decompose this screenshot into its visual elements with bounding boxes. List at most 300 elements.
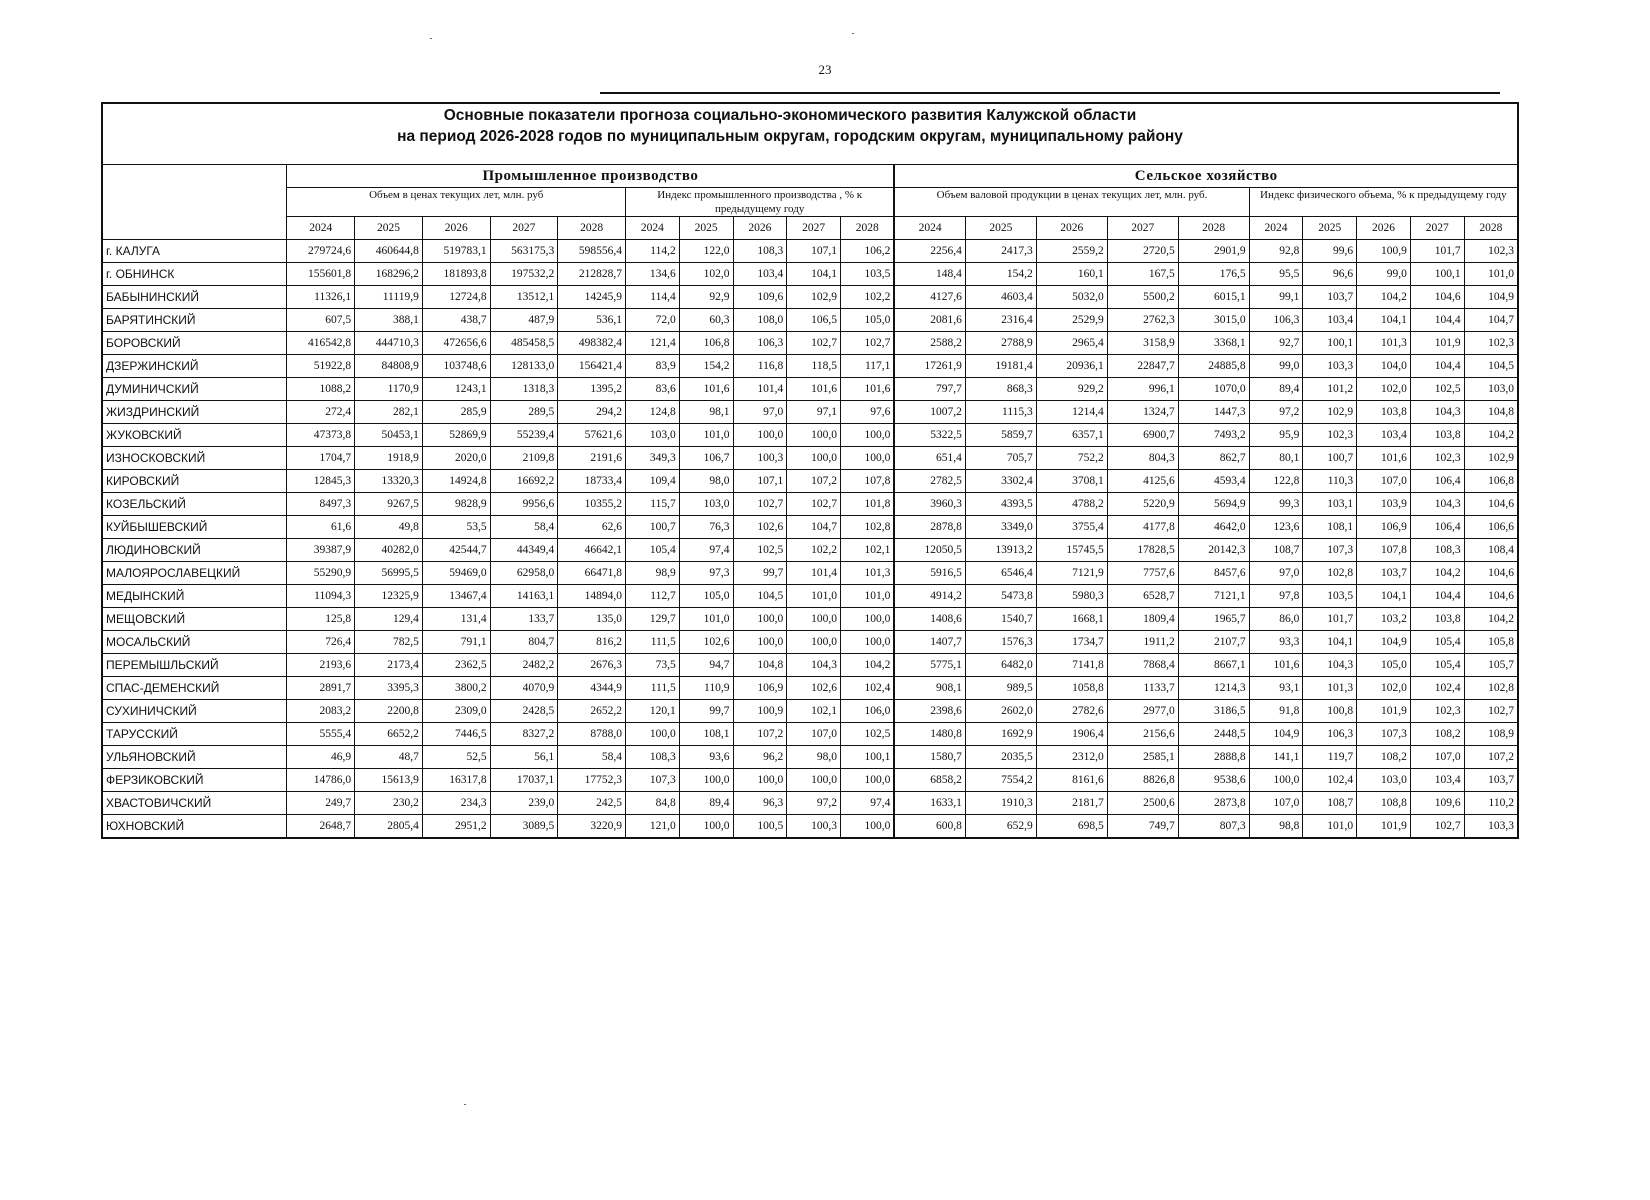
value-cell: 61,6 xyxy=(287,516,355,539)
value-cell: 104,2 xyxy=(1410,562,1464,585)
year-header: 2028 xyxy=(841,217,895,240)
value-cell: 7868,4 xyxy=(1107,654,1178,677)
table-row xyxy=(102,516,1518,539)
value-cell: 98,1 xyxy=(679,401,733,424)
value-cell: 103,4 xyxy=(1410,769,1464,792)
value-cell: 115,7 xyxy=(626,493,680,516)
value-cell: 103,4 xyxy=(1303,309,1357,332)
value-cell: 108,0 xyxy=(733,309,787,332)
value-cell: 13467,4 xyxy=(422,585,490,608)
value-cell: 76,3 xyxy=(679,516,733,539)
municipality-name: ФЕРЗИКОВСКИЙ xyxy=(102,769,287,792)
value-cell: 1447,3 xyxy=(1178,401,1249,424)
value-cell: 102,4 xyxy=(1410,677,1464,700)
value-cell: 100,0 xyxy=(787,608,841,631)
table-row xyxy=(102,723,1518,746)
municipality-name: БАБЫНИНСКИЙ xyxy=(102,286,287,309)
year-header: 2028 xyxy=(558,217,626,240)
value-cell: 103,5 xyxy=(841,263,895,286)
value-cell: 2788,9 xyxy=(965,332,1036,355)
value-cell: 1070,0 xyxy=(1178,378,1249,401)
value-cell: 2256,4 xyxy=(894,240,965,263)
value-cell: 114,2 xyxy=(626,240,680,263)
value-cell: 135,0 xyxy=(558,608,626,631)
value-cell: 102,7 xyxy=(787,332,841,355)
value-cell: 101,3 xyxy=(1357,332,1411,355)
value-cell: 20936,1 xyxy=(1036,355,1107,378)
value-cell: 102,8 xyxy=(841,516,895,539)
year-header: 2026 xyxy=(1357,217,1411,240)
value-cell: 111,5 xyxy=(626,677,680,700)
value-cell: 17828,5 xyxy=(1107,539,1178,562)
value-cell: 5555,4 xyxy=(287,723,355,746)
value-cell: 20142,3 xyxy=(1178,539,1249,562)
value-cell: 1133,7 xyxy=(1107,677,1178,700)
value-cell: 97,4 xyxy=(679,539,733,562)
value-cell: 106,0 xyxy=(841,700,895,723)
value-cell: 349,3 xyxy=(626,447,680,470)
value-cell: 2500,6 xyxy=(1107,792,1178,815)
value-cell: 122,8 xyxy=(1249,470,1303,493)
value-cell: 1540,7 xyxy=(965,608,1036,631)
value-cell: 100,9 xyxy=(1357,240,1411,263)
value-cell: 101,4 xyxy=(733,378,787,401)
municipality-name: УЛЬЯНОВСКИЙ xyxy=(102,746,287,769)
value-cell: 16692,2 xyxy=(490,470,558,493)
report-title xyxy=(101,102,1519,164)
value-cell: 108,3 xyxy=(1410,539,1464,562)
municipality-name: ИЗНОСКОВСКИЙ xyxy=(102,447,287,470)
value-cell: 106,9 xyxy=(733,677,787,700)
value-cell: 129,7 xyxy=(626,608,680,631)
value-cell: 103748,6 xyxy=(422,355,490,378)
value-cell: 1214,3 xyxy=(1178,677,1249,700)
value-cell: 3800,2 xyxy=(422,677,490,700)
value-cell: 106,6 xyxy=(1464,516,1518,539)
value-cell: 5220,9 xyxy=(1107,493,1178,516)
value-cell: 131,4 xyxy=(422,608,490,631)
value-cell: 2648,7 xyxy=(287,815,355,838)
table-row xyxy=(102,424,1518,447)
year-header: 2025 xyxy=(679,217,733,240)
value-cell: 8327,2 xyxy=(490,723,558,746)
value-cell: 101,7 xyxy=(1410,240,1464,263)
value-cell: 807,3 xyxy=(1178,815,1249,838)
value-cell: 5859,7 xyxy=(965,424,1036,447)
table-row xyxy=(102,470,1518,493)
value-cell: 104,3 xyxy=(787,654,841,677)
value-cell: 102,2 xyxy=(787,539,841,562)
value-cell: 1007,2 xyxy=(894,401,965,424)
value-cell: 294,2 xyxy=(558,401,626,424)
value-cell: 92,9 xyxy=(679,286,733,309)
year-header: 2025 xyxy=(1303,217,1357,240)
value-cell: 3708,1 xyxy=(1036,470,1107,493)
value-cell: 600,8 xyxy=(894,815,965,838)
value-cell: 2873,8 xyxy=(1178,792,1249,815)
value-cell: 99,7 xyxy=(733,562,787,585)
value-cell: 97,8 xyxy=(1249,585,1303,608)
value-cell: 104,6 xyxy=(1464,562,1518,585)
value-cell: 100,7 xyxy=(1303,447,1357,470)
value-cell: 1243,1 xyxy=(422,378,490,401)
value-cell: 108,4 xyxy=(1464,539,1518,562)
value-cell: 48,7 xyxy=(355,746,423,769)
value-cell: 104,7 xyxy=(787,516,841,539)
title-line-2: на период 2026-2028 годов по муниципальным округам, городским округам, муниципальному району xyxy=(397,128,1183,145)
year-header: 2024 xyxy=(1249,217,1303,240)
value-cell: 9267,5 xyxy=(355,493,423,516)
value-cell: 104,6 xyxy=(1410,286,1464,309)
value-cell: 100,0 xyxy=(787,631,841,654)
table-row xyxy=(102,792,1518,815)
value-cell: 167,5 xyxy=(1107,263,1178,286)
value-cell: 11094,3 xyxy=(287,585,355,608)
value-cell: 6900,7 xyxy=(1107,424,1178,447)
value-cell: 9538,6 xyxy=(1178,769,1249,792)
subheader-industry-volume: Объем в ценах текущих лет, млн. руб xyxy=(287,188,626,217)
value-cell: 56995,5 xyxy=(355,562,423,585)
value-cell: 100,0 xyxy=(679,815,733,838)
value-cell: 234,3 xyxy=(422,792,490,815)
value-cell: 93,6 xyxy=(679,746,733,769)
value-cell: 3395,3 xyxy=(355,677,423,700)
value-cell: 2181,7 xyxy=(1036,792,1107,815)
value-cell: 2559,2 xyxy=(1036,240,1107,263)
value-cell: 50453,1 xyxy=(355,424,423,447)
year-header: 2028 xyxy=(1464,217,1518,240)
value-cell: 6546,4 xyxy=(965,562,1036,585)
value-cell: 460644,8 xyxy=(355,240,423,263)
municipality-name: ДЗЕРЖИНСКИЙ xyxy=(102,355,287,378)
value-cell: 99,1 xyxy=(1249,286,1303,309)
value-cell: 106,3 xyxy=(1249,309,1303,332)
value-cell: 102,7 xyxy=(1464,700,1518,723)
value-cell: 97,2 xyxy=(787,792,841,815)
table-row xyxy=(102,608,1518,631)
value-cell: 816,2 xyxy=(558,631,626,654)
value-cell: 107,1 xyxy=(733,470,787,493)
value-cell: 101,6 xyxy=(1357,447,1411,470)
value-cell: 107,0 xyxy=(787,723,841,746)
value-cell: 197532,2 xyxy=(490,263,558,286)
value-cell: 106,5 xyxy=(787,309,841,332)
value-cell: 2782,6 xyxy=(1036,700,1107,723)
value-cell: 104,2 xyxy=(841,654,895,677)
value-cell: 230,2 xyxy=(355,792,423,815)
value-cell: 100,9 xyxy=(733,700,787,723)
year-header: 2027 xyxy=(490,217,558,240)
municipality-name: БАРЯТИНСКИЙ xyxy=(102,309,287,332)
value-cell: 8497,3 xyxy=(287,493,355,516)
value-cell: 114,4 xyxy=(626,286,680,309)
page-number: 23 xyxy=(818,62,832,77)
value-cell: 106,8 xyxy=(1464,470,1518,493)
value-cell: 105,8 xyxy=(1464,631,1518,654)
value-cell: 107,2 xyxy=(733,723,787,746)
value-cell: 444710,3 xyxy=(355,332,423,355)
value-cell: 472656,6 xyxy=(422,332,490,355)
title-line-1: Основные показатели прогноза социально-экономического развития Калужской области xyxy=(443,107,1137,124)
value-cell: 125,8 xyxy=(287,608,355,631)
value-cell: 102,5 xyxy=(733,539,787,562)
report-table xyxy=(101,102,1519,839)
value-cell: 5500,2 xyxy=(1107,286,1178,309)
value-cell: 100,8 xyxy=(1303,700,1357,723)
value-cell: 122,0 xyxy=(679,240,733,263)
year-header: 2028 xyxy=(1178,217,1249,240)
value-cell: 4393,5 xyxy=(965,493,1036,516)
value-cell: 101,8 xyxy=(841,493,895,516)
value-cell: 7141,8 xyxy=(1036,654,1107,677)
value-cell: 908,1 xyxy=(894,677,965,700)
value-cell: 1480,8 xyxy=(894,723,965,746)
value-cell: 2156,6 xyxy=(1107,723,1178,746)
value-cell: 108,7 xyxy=(1303,792,1357,815)
table-row xyxy=(102,539,1518,562)
value-cell: 1734,7 xyxy=(1036,631,1107,654)
value-cell: 100,7 xyxy=(626,516,680,539)
value-cell: 93,1 xyxy=(1249,677,1303,700)
value-cell: 9956,6 xyxy=(490,493,558,516)
value-cell: 8457,6 xyxy=(1178,562,1249,585)
value-cell: 272,4 xyxy=(287,401,355,424)
value-cell: 60,3 xyxy=(679,309,733,332)
value-cell: 97,0 xyxy=(733,401,787,424)
value-cell: 110,3 xyxy=(1303,470,1357,493)
value-cell: 7493,2 xyxy=(1178,424,1249,447)
value-cell: 116,8 xyxy=(733,355,787,378)
value-cell: 13320,3 xyxy=(355,470,423,493)
value-cell: 107,8 xyxy=(1357,539,1411,562)
value-cell: 2762,3 xyxy=(1107,309,1178,332)
value-cell: 104,3 xyxy=(1410,493,1464,516)
value-cell: 91,8 xyxy=(1249,700,1303,723)
value-cell: 2901,9 xyxy=(1178,240,1249,263)
value-cell: 104,3 xyxy=(1303,654,1357,677)
value-cell: 102,6 xyxy=(679,631,733,654)
value-cell: 104,3 xyxy=(1410,401,1464,424)
table-row xyxy=(102,585,1518,608)
value-cell: 89,4 xyxy=(679,792,733,815)
value-cell: 752,2 xyxy=(1036,447,1107,470)
value-cell: 107,3 xyxy=(626,769,680,792)
value-cell: 14245,9 xyxy=(558,286,626,309)
year-header: 2024 xyxy=(894,217,965,240)
table-row xyxy=(102,378,1518,401)
value-cell: 106,4 xyxy=(1410,516,1464,539)
value-cell: 3349,0 xyxy=(965,516,1036,539)
value-cell: 97,2 xyxy=(1249,401,1303,424)
value-cell: 3220,9 xyxy=(558,815,626,838)
municipality-name: КОЗЕЛЬСКИЙ xyxy=(102,493,287,516)
value-cell: 104,4 xyxy=(1410,309,1464,332)
value-cell: 72,0 xyxy=(626,309,680,332)
value-cell: 1809,4 xyxy=(1107,608,1178,631)
scan-speck xyxy=(464,1104,466,1105)
value-cell: 103,0 xyxy=(626,424,680,447)
value-cell: 100,0 xyxy=(787,424,841,447)
value-cell: 102,5 xyxy=(1410,378,1464,401)
value-cell: 104,9 xyxy=(1464,286,1518,309)
value-cell: 98,8 xyxy=(1249,815,1303,838)
value-cell: 106,3 xyxy=(733,332,787,355)
municipality-name: КУЙБЫШЕВСКИЙ xyxy=(102,516,287,539)
value-cell: 181893,8 xyxy=(422,263,490,286)
value-cell: 101,0 xyxy=(1464,263,1518,286)
value-cell: 652,9 xyxy=(965,815,1036,838)
value-cell: 102,6 xyxy=(733,516,787,539)
year-header: 2026 xyxy=(422,217,490,240)
value-cell: 101,0 xyxy=(841,585,895,608)
value-cell: 103,3 xyxy=(1464,815,1518,838)
value-cell: 107,0 xyxy=(1410,746,1464,769)
value-cell: 141,1 xyxy=(1249,746,1303,769)
value-cell: 102,6 xyxy=(787,677,841,700)
value-cell: 598556,4 xyxy=(558,240,626,263)
value-cell: 105,0 xyxy=(1357,654,1411,677)
value-cell: 7757,6 xyxy=(1107,562,1178,585)
value-cell: 107,8 xyxy=(841,470,895,493)
value-cell: 102,3 xyxy=(1464,332,1518,355)
municipality-name: ТАРУССКИЙ xyxy=(102,723,287,746)
value-cell: 1058,8 xyxy=(1036,677,1107,700)
value-cell: 12845,3 xyxy=(287,470,355,493)
value-cell: 6858,2 xyxy=(894,769,965,792)
value-cell: 100,0 xyxy=(733,631,787,654)
municipality-name: БОРОВСКИЙ xyxy=(102,332,287,355)
value-cell: 8788,0 xyxy=(558,723,626,746)
value-cell: 52,5 xyxy=(422,746,490,769)
value-cell: 2720,5 xyxy=(1107,240,1178,263)
value-cell: 6652,2 xyxy=(355,723,423,746)
value-cell: 46642,1 xyxy=(558,539,626,562)
value-cell: 55290,9 xyxy=(287,562,355,585)
value-cell: 102,7 xyxy=(787,493,841,516)
value-cell: 4642,0 xyxy=(1178,516,1249,539)
row-header-blank xyxy=(102,165,287,240)
value-cell: 7446,5 xyxy=(422,723,490,746)
value-cell: 102,8 xyxy=(1303,562,1357,585)
value-cell: 99,3 xyxy=(1249,493,1303,516)
value-cell: 101,0 xyxy=(679,424,733,447)
value-cell: 2652,2 xyxy=(558,700,626,723)
value-cell: 1324,7 xyxy=(1107,401,1178,424)
value-cell: 1214,4 xyxy=(1036,401,1107,424)
value-cell: 100,3 xyxy=(733,447,787,470)
value-cell: 12325,9 xyxy=(355,585,423,608)
value-cell: 99,0 xyxy=(1249,355,1303,378)
indicators-grid xyxy=(101,164,1519,839)
value-cell: 2965,4 xyxy=(1036,332,1107,355)
value-cell: 109,6 xyxy=(733,286,787,309)
top-rule xyxy=(600,92,1500,94)
value-cell: 102,9 xyxy=(1303,401,1357,424)
value-cell: 103,0 xyxy=(679,493,733,516)
value-cell: 106,3 xyxy=(1303,723,1357,746)
scan-speck xyxy=(852,33,854,34)
value-cell: 3158,9 xyxy=(1107,332,1178,355)
value-cell: 782,5 xyxy=(355,631,423,654)
value-cell: 498382,4 xyxy=(558,332,626,355)
value-cell: 2020,0 xyxy=(422,447,490,470)
value-cell: 106,7 xyxy=(679,447,733,470)
value-cell: 10355,2 xyxy=(558,493,626,516)
value-cell: 282,1 xyxy=(355,401,423,424)
value-cell: 15745,5 xyxy=(1036,539,1107,562)
value-cell: 94,7 xyxy=(679,654,733,677)
value-cell: 104,8 xyxy=(733,654,787,677)
value-cell: 109,4 xyxy=(626,470,680,493)
value-cell: 536,1 xyxy=(558,309,626,332)
value-cell: 133,7 xyxy=(490,608,558,631)
value-cell: 12050,5 xyxy=(894,539,965,562)
table-row xyxy=(102,815,1518,838)
value-cell: 107,2 xyxy=(1464,746,1518,769)
value-cell: 17752,3 xyxy=(558,769,626,792)
value-cell: 2428,5 xyxy=(490,700,558,723)
municipality-name: МОСАЛЬСКИЙ xyxy=(102,631,287,654)
value-cell: 2585,1 xyxy=(1107,746,1178,769)
value-cell: 119,7 xyxy=(1303,746,1357,769)
value-cell: 108,1 xyxy=(1303,516,1357,539)
year-header: 2027 xyxy=(1410,217,1464,240)
value-cell: 100,0 xyxy=(626,723,680,746)
value-cell: 104,4 xyxy=(1410,585,1464,608)
municipality-name: ЖИЗДРИНСКИЙ xyxy=(102,401,287,424)
value-cell: 4125,6 xyxy=(1107,470,1178,493)
value-cell: 101,4 xyxy=(787,562,841,585)
value-cell: 4593,4 xyxy=(1178,470,1249,493)
value-cell: 104,7 xyxy=(1464,309,1518,332)
value-cell: 49,8 xyxy=(355,516,423,539)
value-cell: 1911,2 xyxy=(1107,631,1178,654)
year-header: 2024 xyxy=(626,217,680,240)
value-cell: 101,6 xyxy=(679,378,733,401)
value-cell: 103,5 xyxy=(1303,585,1357,608)
value-cell: 3186,5 xyxy=(1178,700,1249,723)
year-header: 2025 xyxy=(965,217,1036,240)
value-cell: 121,4 xyxy=(626,332,680,355)
value-cell: 98,0 xyxy=(787,746,841,769)
value-cell: 698,5 xyxy=(1036,815,1107,838)
value-cell: 100,1 xyxy=(1410,263,1464,286)
value-cell: 101,0 xyxy=(679,608,733,631)
value-cell: 5032,0 xyxy=(1036,286,1107,309)
value-cell: 804,7 xyxy=(490,631,558,654)
value-cell: 56,1 xyxy=(490,746,558,769)
value-cell: 100,0 xyxy=(1249,769,1303,792)
value-cell: 108,7 xyxy=(1249,539,1303,562)
value-cell: 101,6 xyxy=(787,378,841,401)
value-cell: 1115,3 xyxy=(965,401,1036,424)
value-cell: 8161,6 xyxy=(1036,769,1107,792)
value-cell: 1408,6 xyxy=(894,608,965,631)
table-row xyxy=(102,355,1518,378)
value-cell: 1910,3 xyxy=(965,792,1036,815)
value-cell: 2529,9 xyxy=(1036,309,1107,332)
value-cell: 285,9 xyxy=(422,401,490,424)
value-cell: 101,0 xyxy=(1303,815,1357,838)
value-cell: 154,2 xyxy=(679,355,733,378)
value-cell: 46,9 xyxy=(287,746,355,769)
value-cell: 104,2 xyxy=(1464,424,1518,447)
value-cell: 117,1 xyxy=(841,355,895,378)
value-cell: 103,0 xyxy=(1464,378,1518,401)
value-cell: 102,2 xyxy=(841,286,895,309)
value-cell: 1407,7 xyxy=(894,631,965,654)
value-cell: 2191,6 xyxy=(558,447,626,470)
